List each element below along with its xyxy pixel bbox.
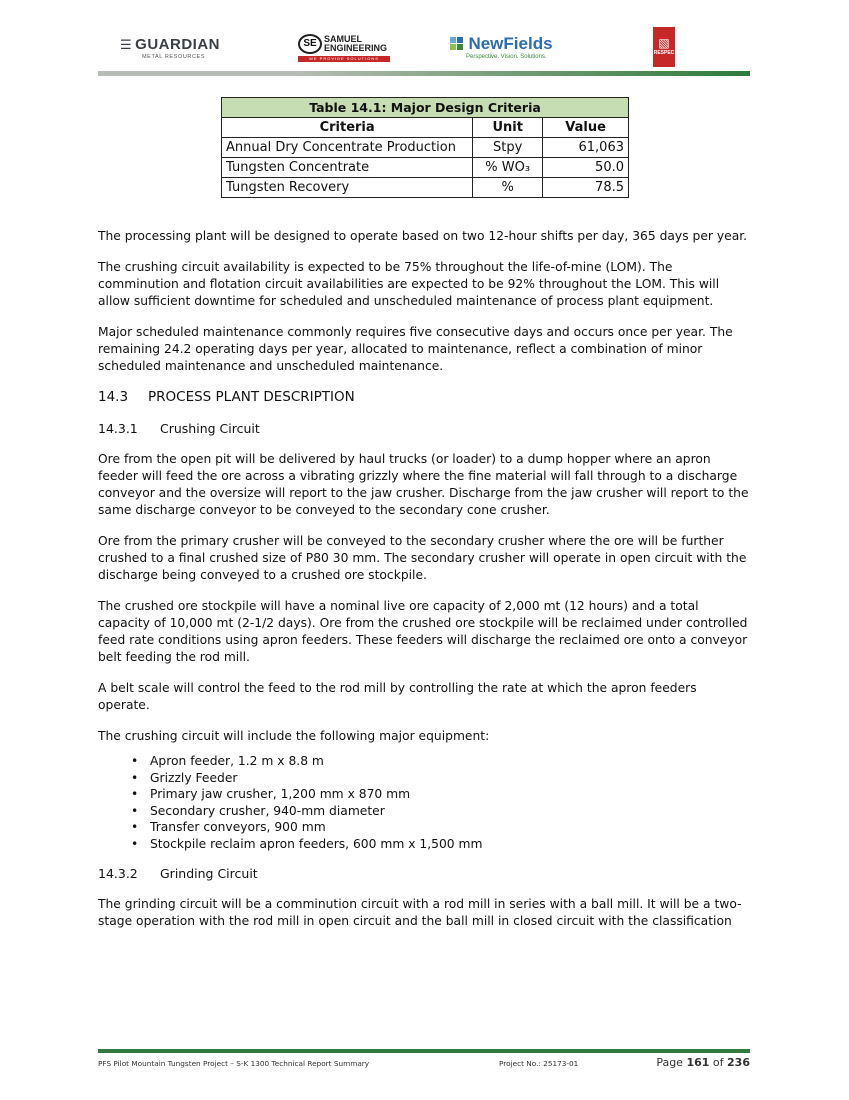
table-cell-unit: Stpy	[473, 138, 543, 158]
list-item: • Apron feeder, 1.2 m x 8.8 m	[98, 753, 750, 770]
list-item: • Stockpile reclaim apron feeders, 600 mm x 1,500 mm	[98, 836, 750, 853]
list-item: • Primary jaw crusher, 1,200 mm x 870 mm	[98, 786, 750, 803]
column-header-criteria: Criteria	[222, 118, 473, 138]
paragraph-maintenance: Major scheduled maintenance commonly requires five consecutive days and occurs once per year. The remaining 24.2 operating days per year, allocated to maintenance, reflect a combination of minor scheduled maintenance and unscheduled maintenance.	[98, 325, 733, 373]
list-item: • Transfer conveyors, 900 mm	[98, 819, 750, 836]
table-caption-row	[222, 98, 629, 118]
menu-bars-icon: ☰	[120, 37, 133, 52]
respec-mark-icon: ▧	[658, 36, 670, 50]
document-body	[98, 228, 750, 944]
guardian-logo-subtitle: METAL RESOURCES	[142, 54, 206, 60]
table-cell-criteria: Tungsten Concentrate	[222, 158, 473, 178]
table-cell-value: 50.0	[543, 158, 629, 178]
paragraph-operating-schedule: The processing plant will be designed to operate based on two 12-hour shifts per day, 365 days per year.	[98, 229, 748, 243]
page-header	[98, 30, 750, 76]
subsection-heading-crushing	[98, 420, 750, 437]
equipment-list	[98, 753, 750, 852]
respec-logo-text: RESPEC	[653, 50, 675, 56]
subsection-number: 14.3.2	[98, 866, 138, 881]
newfields-logo	[450, 34, 553, 60]
section-number: 14.3	[98, 389, 129, 405]
samuel-engineering-logo	[298, 34, 390, 62]
paragraph-equipment-intro: The crushing circuit will include the following major equipment:	[98, 729, 490, 743]
respec-logo	[653, 27, 675, 67]
table-row	[222, 158, 629, 178]
samuel-logo-line1: SAMUEL	[324, 34, 362, 44]
paragraph-grinding: The grinding circuit will be a comminution circuit with a rod mill in series with a ball mill. It will be a two-stage operation with the rod mill in open circuit and the ball mill in closed circuit with the classification	[98, 897, 742, 928]
samuel-logo-line2: ENGINEERING	[324, 43, 388, 53]
table-cell-value: 78.5	[543, 178, 629, 198]
table-cell-criteria: Tungsten Recovery	[222, 178, 473, 198]
table-cell-unit: % WO₃	[473, 158, 543, 178]
table-cell-unit: %	[473, 178, 543, 198]
column-header-value: Value	[543, 118, 629, 138]
page-footer	[98, 1056, 750, 1072]
guardian-logo-text: GUARDIAN	[135, 36, 220, 53]
paragraph-open-pit-delivery: Ore from the open pit will be delivered by haul trucks (or loader) to a dump hopper where an apron feeder will feed the ore across a vibrating grizzly where the fine material will fall through to a discharge conveyor and the oversize will report to the jaw crusher. Discharge from the jaw crusher will report to the same discharge conveyor to be conveyed to the secondary cone crusher.	[98, 452, 749, 517]
newfields-squares-icon	[450, 37, 464, 51]
newfields-logo-slogan: Perspective. Vision. Solutions.	[466, 54, 547, 60]
page-number	[656, 1056, 750, 1069]
page-word: Page	[656, 1056, 683, 1069]
table-row	[222, 178, 629, 198]
page-current: 161	[686, 1056, 710, 1069]
newfields-logo-text: NewFields	[468, 34, 553, 53]
table-caption: Table 14.1: Major Design Criteria	[222, 98, 629, 118]
subsection-number: 14.3.1	[98, 421, 138, 436]
footer-project-number: Project No.: 25173-01	[499, 1059, 579, 1068]
table-row	[222, 138, 629, 158]
table-cell-value: 61,063	[543, 138, 629, 158]
table-header-row	[222, 118, 629, 138]
guardian-logo	[120, 36, 220, 60]
section-title: PROCESS PLANT DESCRIPTION	[148, 389, 355, 405]
subsection-title: Grinding Circuit	[160, 866, 258, 881]
paragraph-stockpile: The crushed ore stockpile will have a nominal live ore capacity of 2,000 mt (12 hours) and a total capacity of 10,000 mt (2-1/2 days). Ore from the crushed ore stockpile will be reclaimed under controlled feed rate conditions using apron feeders. These feeders will discharge the reclaimed ore onto a conveyor belt feeding the rod mill.	[98, 599, 748, 664]
subsection-title: Crushing Circuit	[160, 421, 260, 436]
page-of-word: of	[712, 1056, 724, 1069]
list-item: • Secondary crusher, 940-mm diameter	[98, 803, 750, 820]
header-rule	[98, 71, 750, 76]
design-criteria-table-wrap	[221, 97, 629, 198]
table-cell-criteria: Annual Dry Concentrate Production	[222, 138, 473, 158]
paragraph-belt-scale: A belt scale will control the feed to the rod mill by controlling the rate at which the apron feeders operate.	[98, 681, 697, 712]
design-criteria-table	[221, 97, 629, 198]
paragraph-secondary-crusher: Ore from the primary crusher will be conveyed to the secondary crusher where the ore will be further crushed to a final crushed size of P80 30 mm. The secondary crusher will operate in open circuit with the discharge being conveyed to a crushed ore stockpile.	[98, 534, 747, 582]
samuel-logo-tagline: WE PROVIDE SOLUTIONS	[298, 56, 390, 62]
section-heading	[98, 389, 750, 406]
se-monogram-icon: SE	[298, 34, 322, 54]
list-item: • Grizzly Feeder	[98, 770, 750, 787]
footer-report-title: PFS Pilot Mountain Tungsten Project – S-K 1300 Technical Report Summary	[98, 1059, 370, 1068]
subsection-heading-grinding	[98, 865, 750, 882]
page-total: 236	[727, 1056, 750, 1069]
column-header-unit: Unit	[473, 118, 543, 138]
paragraph-availability: The crushing circuit availability is expected to be 75% throughout the life-of-mine (LOM). The comminution and flotation circuit availabilities are expected to be 92% throughout the LOM. This will allow sufficient downtime for scheduled and unscheduled maintenance of process plant equipment.	[98, 260, 720, 308]
footer-rule	[98, 1049, 750, 1053]
